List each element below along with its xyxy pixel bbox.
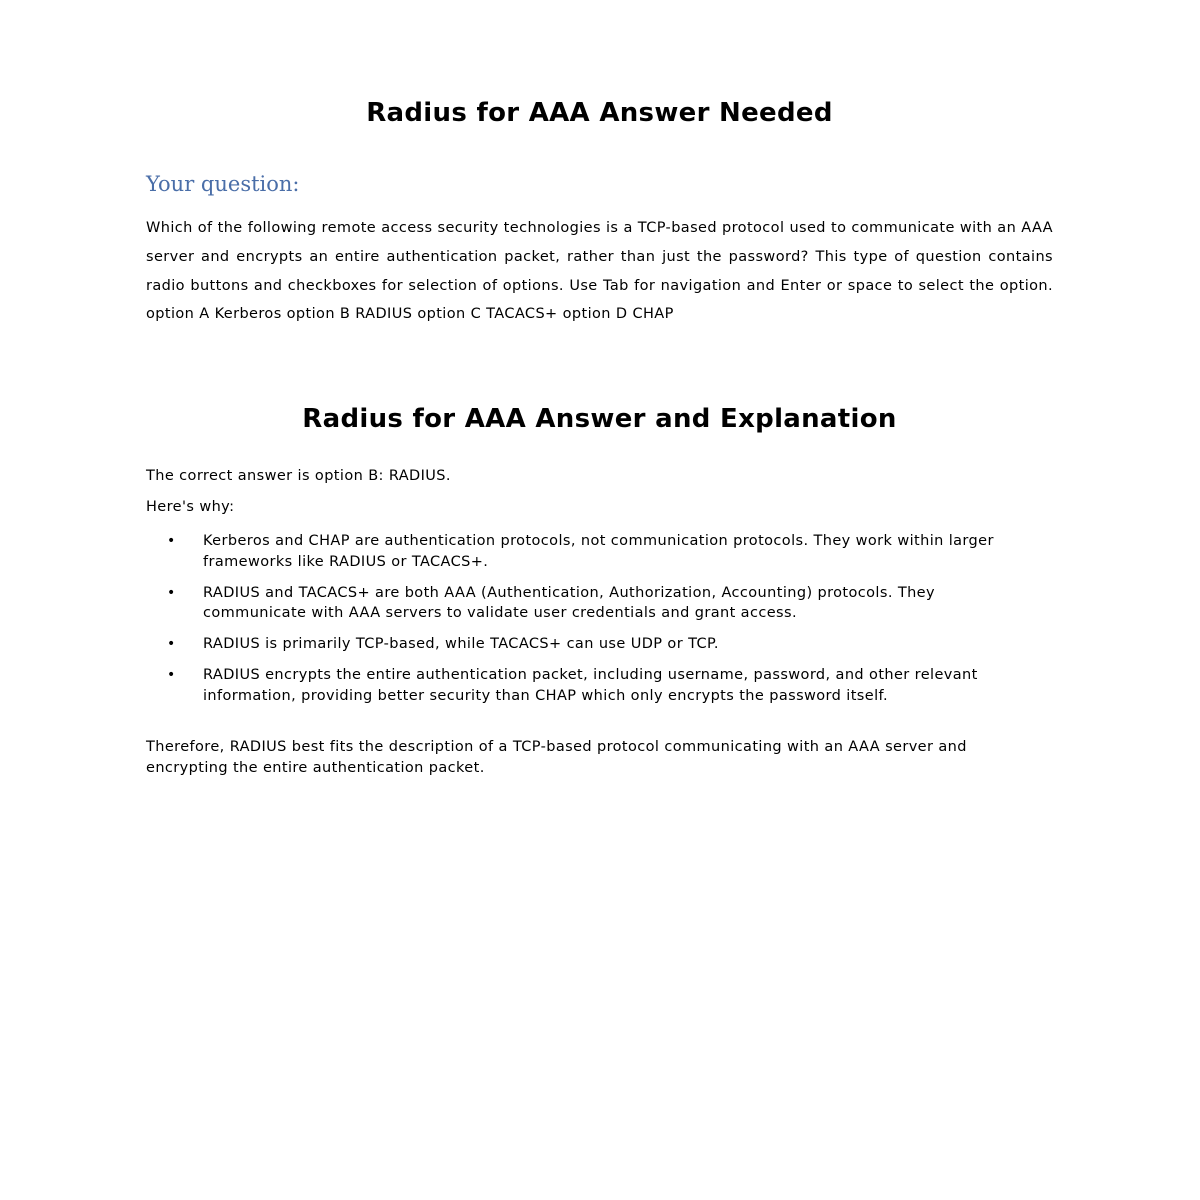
bullet-icon: • — [167, 584, 176, 601]
correct-answer: The correct answer is option B: RADIUS. — [146, 468, 451, 484]
list-item — [146, 634, 1053, 655]
list-item — [146, 583, 1053, 624]
list-item — [146, 531, 1053, 572]
answer-title: Radius for AAA Answer and Explanation — [302, 404, 897, 434]
reason-text: RADIUS and TACACS+ are both AAA (Authentication, Authorization, Accounting) protocols. They communicate with AAA servers to validate user credentials and grant access. — [203, 584, 935, 621]
reason-text: Kerberos and CHAP are authentication protocols, not communication protocols. They work within larger frameworks like RADIUS or TACACS+. — [203, 533, 994, 570]
bullet-icon: • — [167, 636, 176, 652]
question-heading: Your question: — [146, 172, 300, 196]
conclusion-text: Therefore, RADIUS best fits the description of a TCP-based protocol communicating with an AAA server and encrypting the entire authentication packet. — [146, 739, 967, 776]
why-label: Here's why: — [146, 499, 235, 515]
bullet-icon: • — [167, 667, 176, 683]
reason-text: RADIUS encrypts the entire authentication packet, including username, password, and other relevant information, providing better security than CHAP which only encrypts the password itself. — [203, 667, 978, 704]
bullet-icon: • — [167, 533, 176, 549]
page-title: Radius for AAA Answer Needed — [366, 98, 833, 128]
list-item — [146, 665, 1053, 706]
reasons-list — [146, 531, 1053, 717]
question-text: Which of the following remote access security technologies is a TCP-based protocol used to communicate with an AAA server and encrypts an entire authentication packet, rather than just the password? This type of question contains radio buttons and checkboxes for selection of options. Use Tab for navigation and Enter or space to select the option. option A Kerberos option B RADIUS option C TACACS+ option D CHAP — [146, 220, 1053, 323]
reason-text: RADIUS is primarily TCP-based, while TACACS+ can use UDP or TCP. — [203, 636, 719, 652]
